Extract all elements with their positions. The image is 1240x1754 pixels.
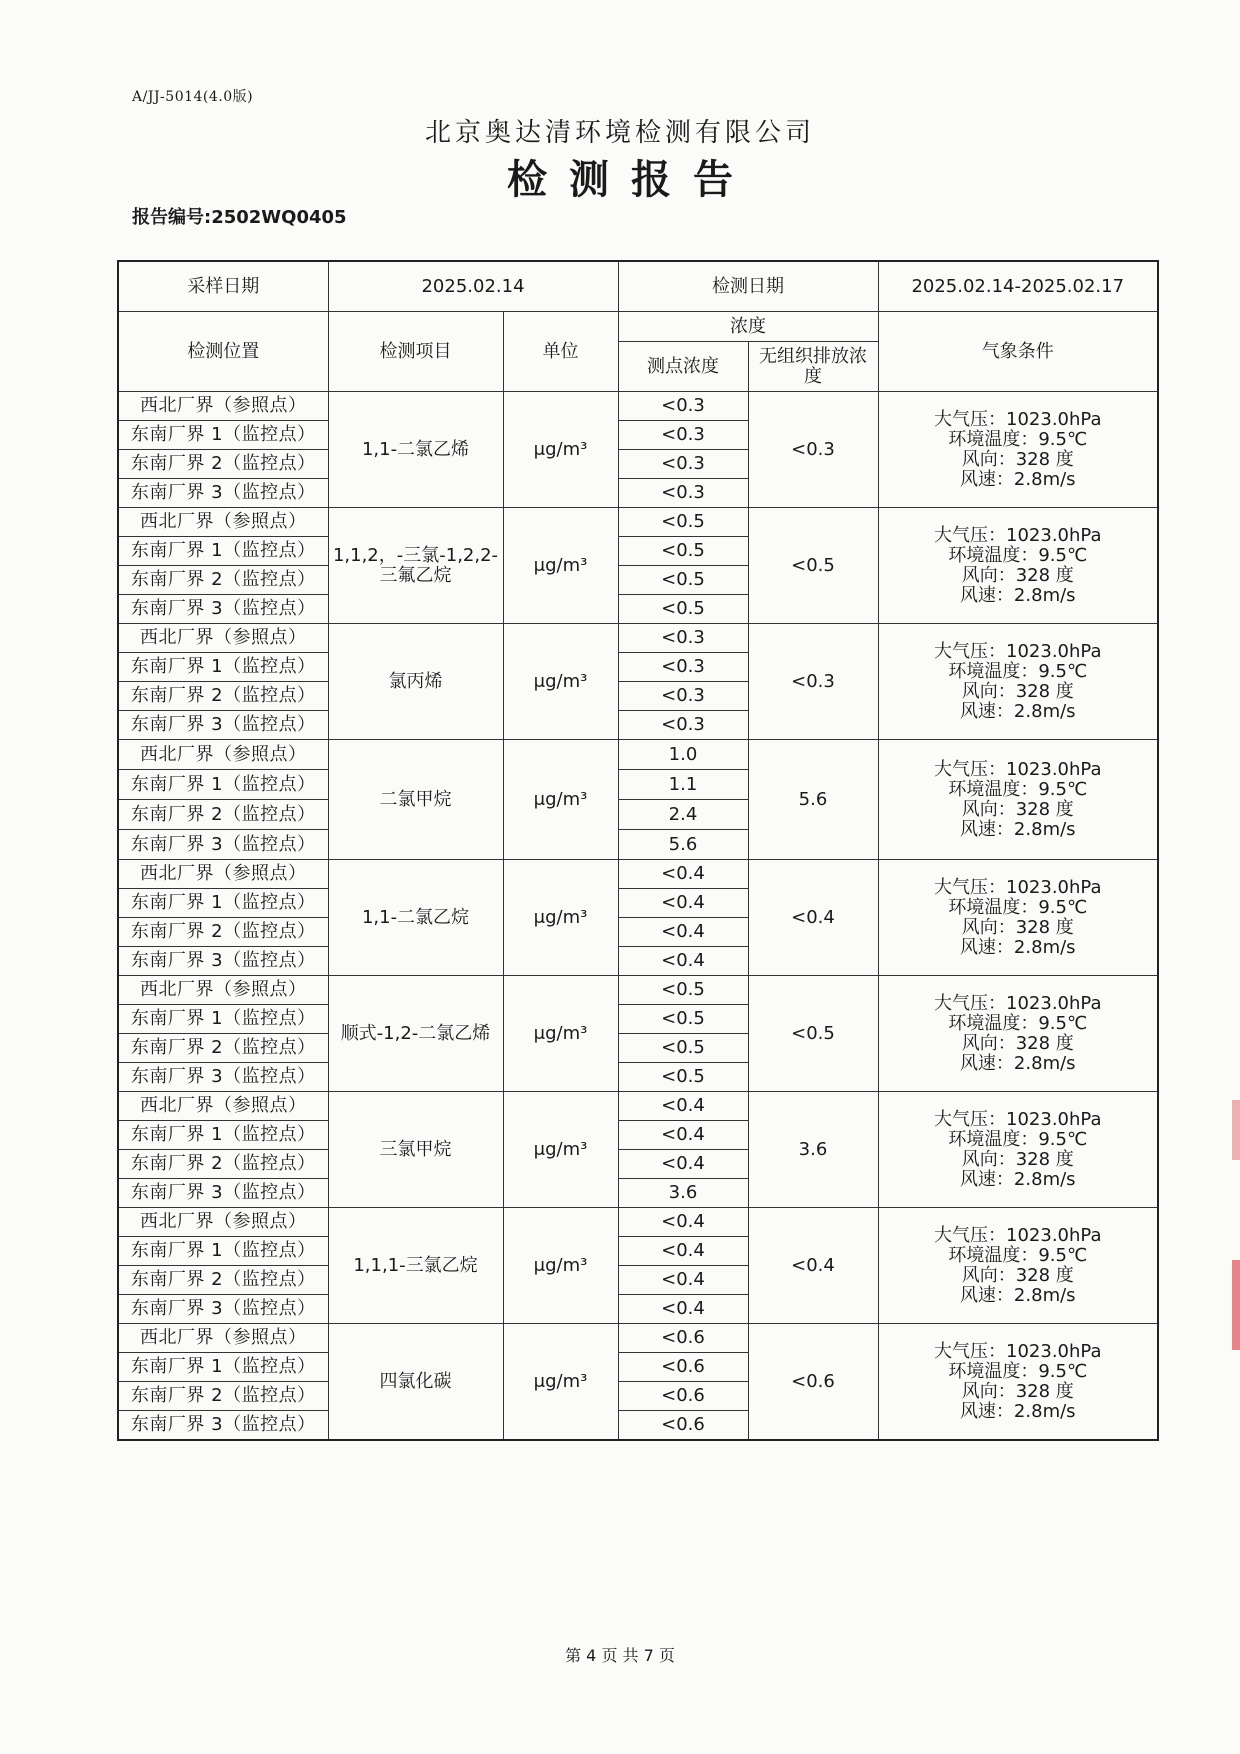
weather-temperature: 环境温度：9.5℃ bbox=[948, 660, 1088, 682]
weather-wind-speed: 风速：2.8m/s bbox=[959, 818, 1076, 840]
point-concentration-cell: <0.5 bbox=[618, 537, 748, 566]
weather-cell bbox=[878, 740, 1158, 860]
seal-mark bbox=[1232, 1100, 1240, 1160]
results-table bbox=[117, 260, 1159, 1441]
location-cell: 东南厂界 1（监控点） bbox=[118, 653, 328, 682]
table-row bbox=[118, 860, 1158, 889]
weather-pressure: 大气压：1023.0hPa bbox=[934, 1340, 1102, 1362]
weather-cell bbox=[878, 860, 1158, 976]
location-cell: 东南厂界 2（监控点） bbox=[118, 1266, 328, 1295]
location-cell: 东南厂界 3（监控点） bbox=[118, 830, 328, 860]
table-row bbox=[118, 1092, 1158, 1121]
weather-cell bbox=[878, 508, 1158, 624]
fugitive-concentration-cell: <0.3 bbox=[748, 624, 878, 740]
location-cell: 西北厂界（参照点） bbox=[118, 392, 328, 421]
weather-temperature: 环境温度：9.5℃ bbox=[948, 1244, 1088, 1266]
weather-temperature: 环境温度：9.5℃ bbox=[948, 778, 1088, 800]
fugitive-concentration-cell: <0.3 bbox=[748, 392, 878, 508]
item-cell: 顺式-1,2-二氯乙烯 bbox=[328, 976, 503, 1092]
item-cell: 二氯甲烷 bbox=[328, 740, 503, 860]
fugitive-concentration-cell: <0.5 bbox=[748, 976, 878, 1092]
item-cell: 氯丙烯 bbox=[328, 624, 503, 740]
unit-cell: μg/m³ bbox=[503, 508, 618, 624]
location-cell: 西北厂界（参照点） bbox=[118, 976, 328, 1005]
weather-wind-speed: 风速：2.8m/s bbox=[959, 1168, 1076, 1190]
point-concentration-cell: 1.0 bbox=[618, 740, 748, 770]
location-cell: 东南厂界 2（监控点） bbox=[118, 918, 328, 947]
location-cell: 东南厂界 2（监控点） bbox=[118, 1382, 328, 1411]
location-cell: 东南厂界 3（监控点） bbox=[118, 1063, 328, 1092]
weather-pressure: 大气压：1023.0hPa bbox=[934, 524, 1102, 546]
point-concentration-cell: <0.4 bbox=[618, 1237, 748, 1266]
location-cell: 东南厂界 3（监控点） bbox=[118, 947, 328, 976]
location-cell: 西北厂界（参照点） bbox=[118, 1208, 328, 1237]
point-concentration-cell: 5.6 bbox=[618, 830, 748, 860]
weather-wind-dir: 风向：328 度 bbox=[961, 1032, 1074, 1054]
point-concentration-cell: <0.4 bbox=[618, 947, 748, 976]
col-point-conc-header: 测点浓度 bbox=[618, 342, 748, 392]
weather-pressure: 大气压：1023.0hPa bbox=[934, 640, 1102, 662]
point-concentration-cell: <0.5 bbox=[618, 1034, 748, 1063]
col-location-header: 检测位置 bbox=[118, 312, 328, 392]
item-cell: 1,1-二氯乙烯 bbox=[328, 392, 503, 508]
table-row bbox=[118, 740, 1158, 770]
sampling-date-label: 采样日期 bbox=[118, 261, 328, 312]
weather-pressure: 大气压：1023.0hPa bbox=[934, 408, 1102, 430]
weather-pressure: 大气压：1023.0hPa bbox=[934, 992, 1102, 1014]
point-concentration-cell: <0.3 bbox=[618, 450, 748, 479]
report-number-value: 2502WQ0405 bbox=[211, 207, 347, 228]
header-row bbox=[118, 312, 1158, 342]
weather-wind-speed: 风速：2.8m/s bbox=[959, 584, 1076, 606]
location-cell: 东南厂界 3（监控点） bbox=[118, 595, 328, 624]
location-cell: 东南厂界 1（监控点） bbox=[118, 1005, 328, 1034]
weather-cell bbox=[878, 624, 1158, 740]
weather-wind-speed: 风速：2.8m/s bbox=[959, 468, 1076, 490]
point-concentration-cell: 2.4 bbox=[618, 800, 748, 830]
page-number: 第 4 页 共 7 页 bbox=[565, 1646, 675, 1665]
document-code: A/JJ-5014(4.0版) bbox=[132, 89, 254, 105]
point-concentration-cell: <0.5 bbox=[618, 566, 748, 595]
weather-cell bbox=[878, 1208, 1158, 1324]
date-row bbox=[118, 261, 1158, 312]
weather-wind-speed: 风速：2.8m/s bbox=[959, 1284, 1076, 1306]
item-cell: 1,1-二氯乙烷 bbox=[328, 860, 503, 976]
weather-wind-dir: 风向：328 度 bbox=[961, 1264, 1074, 1286]
location-cell: 东南厂界 2（监控点） bbox=[118, 800, 328, 830]
location-cell: 东南厂界 3（监控点） bbox=[118, 711, 328, 740]
location-cell: 东南厂界 1（监控点） bbox=[118, 537, 328, 566]
col-unit-header: 单位 bbox=[503, 312, 618, 392]
location-cell: 东南厂界 3（监控点） bbox=[118, 1179, 328, 1208]
point-concentration-cell: <0.4 bbox=[618, 889, 748, 918]
report-number-label: 报告编号: bbox=[132, 207, 212, 228]
location-cell: 东南厂界 1（监控点） bbox=[118, 770, 328, 800]
point-concentration-cell: <0.3 bbox=[618, 711, 748, 740]
report-title: 检测报告 bbox=[507, 157, 755, 203]
location-cell: 东南厂界 1（监控点） bbox=[118, 1121, 328, 1150]
point-concentration-cell: <0.6 bbox=[618, 1353, 748, 1382]
weather-pressure: 大气压：1023.0hPa bbox=[934, 758, 1102, 780]
weather-temperature: 环境温度：9.5℃ bbox=[948, 1128, 1088, 1150]
location-cell: 东南厂界 2（监控点） bbox=[118, 1150, 328, 1179]
location-cell: 西北厂界（参照点） bbox=[118, 860, 328, 889]
location-cell: 东南厂界 1（监控点） bbox=[118, 1353, 328, 1382]
location-cell: 东南厂界 2（监控点） bbox=[118, 682, 328, 711]
unit-cell: μg/m³ bbox=[503, 740, 618, 860]
weather-wind-dir: 风向：328 度 bbox=[961, 1148, 1074, 1170]
unit-cell: μg/m³ bbox=[503, 1092, 618, 1208]
point-concentration-cell: <0.3 bbox=[618, 479, 748, 508]
col-item-header: 检测项目 bbox=[328, 312, 503, 392]
location-cell: 西北厂界（参照点） bbox=[118, 508, 328, 537]
weather-pressure: 大气压：1023.0hPa bbox=[934, 876, 1102, 898]
location-cell: 西北厂界（参照点） bbox=[118, 740, 328, 770]
weather-temperature: 环境温度：9.5℃ bbox=[948, 428, 1088, 450]
item-cell: 1,1,1-三氯乙烷 bbox=[328, 1208, 503, 1324]
weather-wind-dir: 风向：328 度 bbox=[961, 448, 1074, 470]
test-date: 2025.02.14-2025.02.17 bbox=[878, 261, 1158, 312]
point-concentration-cell: 3.6 bbox=[618, 1179, 748, 1208]
weather-wind-dir: 风向：328 度 bbox=[961, 564, 1074, 586]
point-concentration-cell: <0.5 bbox=[618, 595, 748, 624]
item-cell: 1,1,2，-三氯-1,2,2-三氟乙烷 bbox=[328, 508, 503, 624]
location-cell: 东南厂界 3（监控点） bbox=[118, 1411, 328, 1441]
point-concentration-cell: <0.5 bbox=[618, 1005, 748, 1034]
unit-cell: μg/m³ bbox=[503, 624, 618, 740]
weather-wind-speed: 风速：2.8m/s bbox=[959, 936, 1076, 958]
location-cell: 西北厂界（参照点） bbox=[118, 1092, 328, 1121]
table-row bbox=[118, 508, 1158, 537]
report-number bbox=[132, 203, 347, 229]
unit-cell: μg/m³ bbox=[503, 1208, 618, 1324]
point-concentration-cell: 1.1 bbox=[618, 770, 748, 800]
col-concentration-header: 浓度 bbox=[618, 312, 878, 342]
weather-pressure: 大气压：1023.0hPa bbox=[934, 1224, 1102, 1246]
weather-temperature: 环境温度：9.5℃ bbox=[948, 1360, 1088, 1382]
weather-cell bbox=[878, 392, 1158, 508]
fugitive-concentration-cell: <0.6 bbox=[748, 1324, 878, 1441]
weather-wind-dir: 风向：328 度 bbox=[961, 916, 1074, 938]
weather-wind-speed: 风速：2.8m/s bbox=[959, 1052, 1076, 1074]
location-cell: 东南厂界 3（监控点） bbox=[118, 1295, 328, 1324]
point-concentration-cell: <0.4 bbox=[618, 860, 748, 889]
point-concentration-cell: <0.5 bbox=[618, 976, 748, 1005]
table-row bbox=[118, 1324, 1158, 1353]
fugitive-concentration-cell: 3.6 bbox=[748, 1092, 878, 1208]
location-cell: 东南厂界 2（监控点） bbox=[118, 1034, 328, 1063]
point-concentration-cell: <0.4 bbox=[618, 918, 748, 947]
weather-temperature: 环境温度：9.5℃ bbox=[948, 1012, 1088, 1034]
fugitive-concentration-cell: <0.4 bbox=[748, 1208, 878, 1324]
unit-cell: μg/m³ bbox=[503, 860, 618, 976]
point-concentration-cell: <0.4 bbox=[618, 1295, 748, 1324]
point-concentration-cell: <0.6 bbox=[618, 1324, 748, 1353]
point-concentration-cell: <0.3 bbox=[618, 653, 748, 682]
weather-wind-dir: 风向：328 度 bbox=[961, 680, 1074, 702]
point-concentration-cell: <0.3 bbox=[618, 392, 748, 421]
table-row bbox=[118, 976, 1158, 1005]
weather-wind-speed: 风速：2.8m/s bbox=[959, 700, 1076, 722]
location-cell: 西北厂界（参照点） bbox=[118, 1324, 328, 1353]
point-concentration-cell: <0.4 bbox=[618, 1150, 748, 1179]
point-concentration-cell: <0.6 bbox=[618, 1382, 748, 1411]
table-row bbox=[118, 624, 1158, 653]
weather-temperature: 环境温度：9.5℃ bbox=[948, 544, 1088, 566]
point-concentration-cell: <0.3 bbox=[618, 624, 748, 653]
fugitive-concentration-cell: 5.6 bbox=[748, 740, 878, 860]
test-date-label: 检测日期 bbox=[618, 261, 878, 312]
col-fugitive-conc-header: 无组织排放浓度 bbox=[748, 342, 878, 392]
unit-cell: μg/m³ bbox=[503, 976, 618, 1092]
point-concentration-cell: <0.3 bbox=[618, 421, 748, 450]
weather-wind-dir: 风向：328 度 bbox=[961, 798, 1074, 820]
point-concentration-cell: <0.6 bbox=[618, 1411, 748, 1441]
weather-temperature: 环境温度：9.5℃ bbox=[948, 896, 1088, 918]
weather-pressure: 大气压：1023.0hPa bbox=[934, 1108, 1102, 1130]
location-cell: 东南厂界 3（监控点） bbox=[118, 479, 328, 508]
point-concentration-cell: <0.4 bbox=[618, 1092, 748, 1121]
location-cell: 东南厂界 2（监控点） bbox=[118, 566, 328, 595]
item-cell: 三氯甲烷 bbox=[328, 1092, 503, 1208]
point-concentration-cell: <0.4 bbox=[618, 1208, 748, 1237]
weather-cell bbox=[878, 1324, 1158, 1441]
sampling-date: 2025.02.14 bbox=[328, 261, 618, 312]
weather-cell bbox=[878, 1092, 1158, 1208]
company-name: 北京奥达清环境检测有限公司 bbox=[424, 118, 815, 148]
point-concentration-cell: <0.3 bbox=[618, 682, 748, 711]
table-row bbox=[118, 392, 1158, 421]
point-concentration-cell: <0.5 bbox=[618, 508, 748, 537]
table-row bbox=[118, 1208, 1158, 1237]
unit-cell: μg/m³ bbox=[503, 1324, 618, 1441]
weather-wind-dir: 风向：328 度 bbox=[961, 1380, 1074, 1402]
location-cell: 东南厂界 1（监控点） bbox=[118, 889, 328, 918]
seal-mark bbox=[1232, 1260, 1240, 1350]
point-concentration-cell: <0.5 bbox=[618, 1063, 748, 1092]
location-cell: 东南厂界 2（监控点） bbox=[118, 450, 328, 479]
location-cell: 东南厂界 1（监控点） bbox=[118, 421, 328, 450]
location-cell: 西北厂界（参照点） bbox=[118, 624, 328, 653]
point-concentration-cell: <0.4 bbox=[618, 1266, 748, 1295]
item-cell: 四氯化碳 bbox=[328, 1324, 503, 1441]
col-weather-header: 气象条件 bbox=[878, 312, 1158, 392]
fugitive-concentration-cell: <0.4 bbox=[748, 860, 878, 976]
location-cell: 东南厂界 1（监控点） bbox=[118, 1237, 328, 1266]
unit-cell: μg/m³ bbox=[503, 392, 618, 508]
weather-wind-speed: 风速：2.8m/s bbox=[959, 1400, 1076, 1422]
weather-cell bbox=[878, 976, 1158, 1092]
fugitive-concentration-cell: <0.5 bbox=[748, 508, 878, 624]
point-concentration-cell: <0.4 bbox=[618, 1121, 748, 1150]
